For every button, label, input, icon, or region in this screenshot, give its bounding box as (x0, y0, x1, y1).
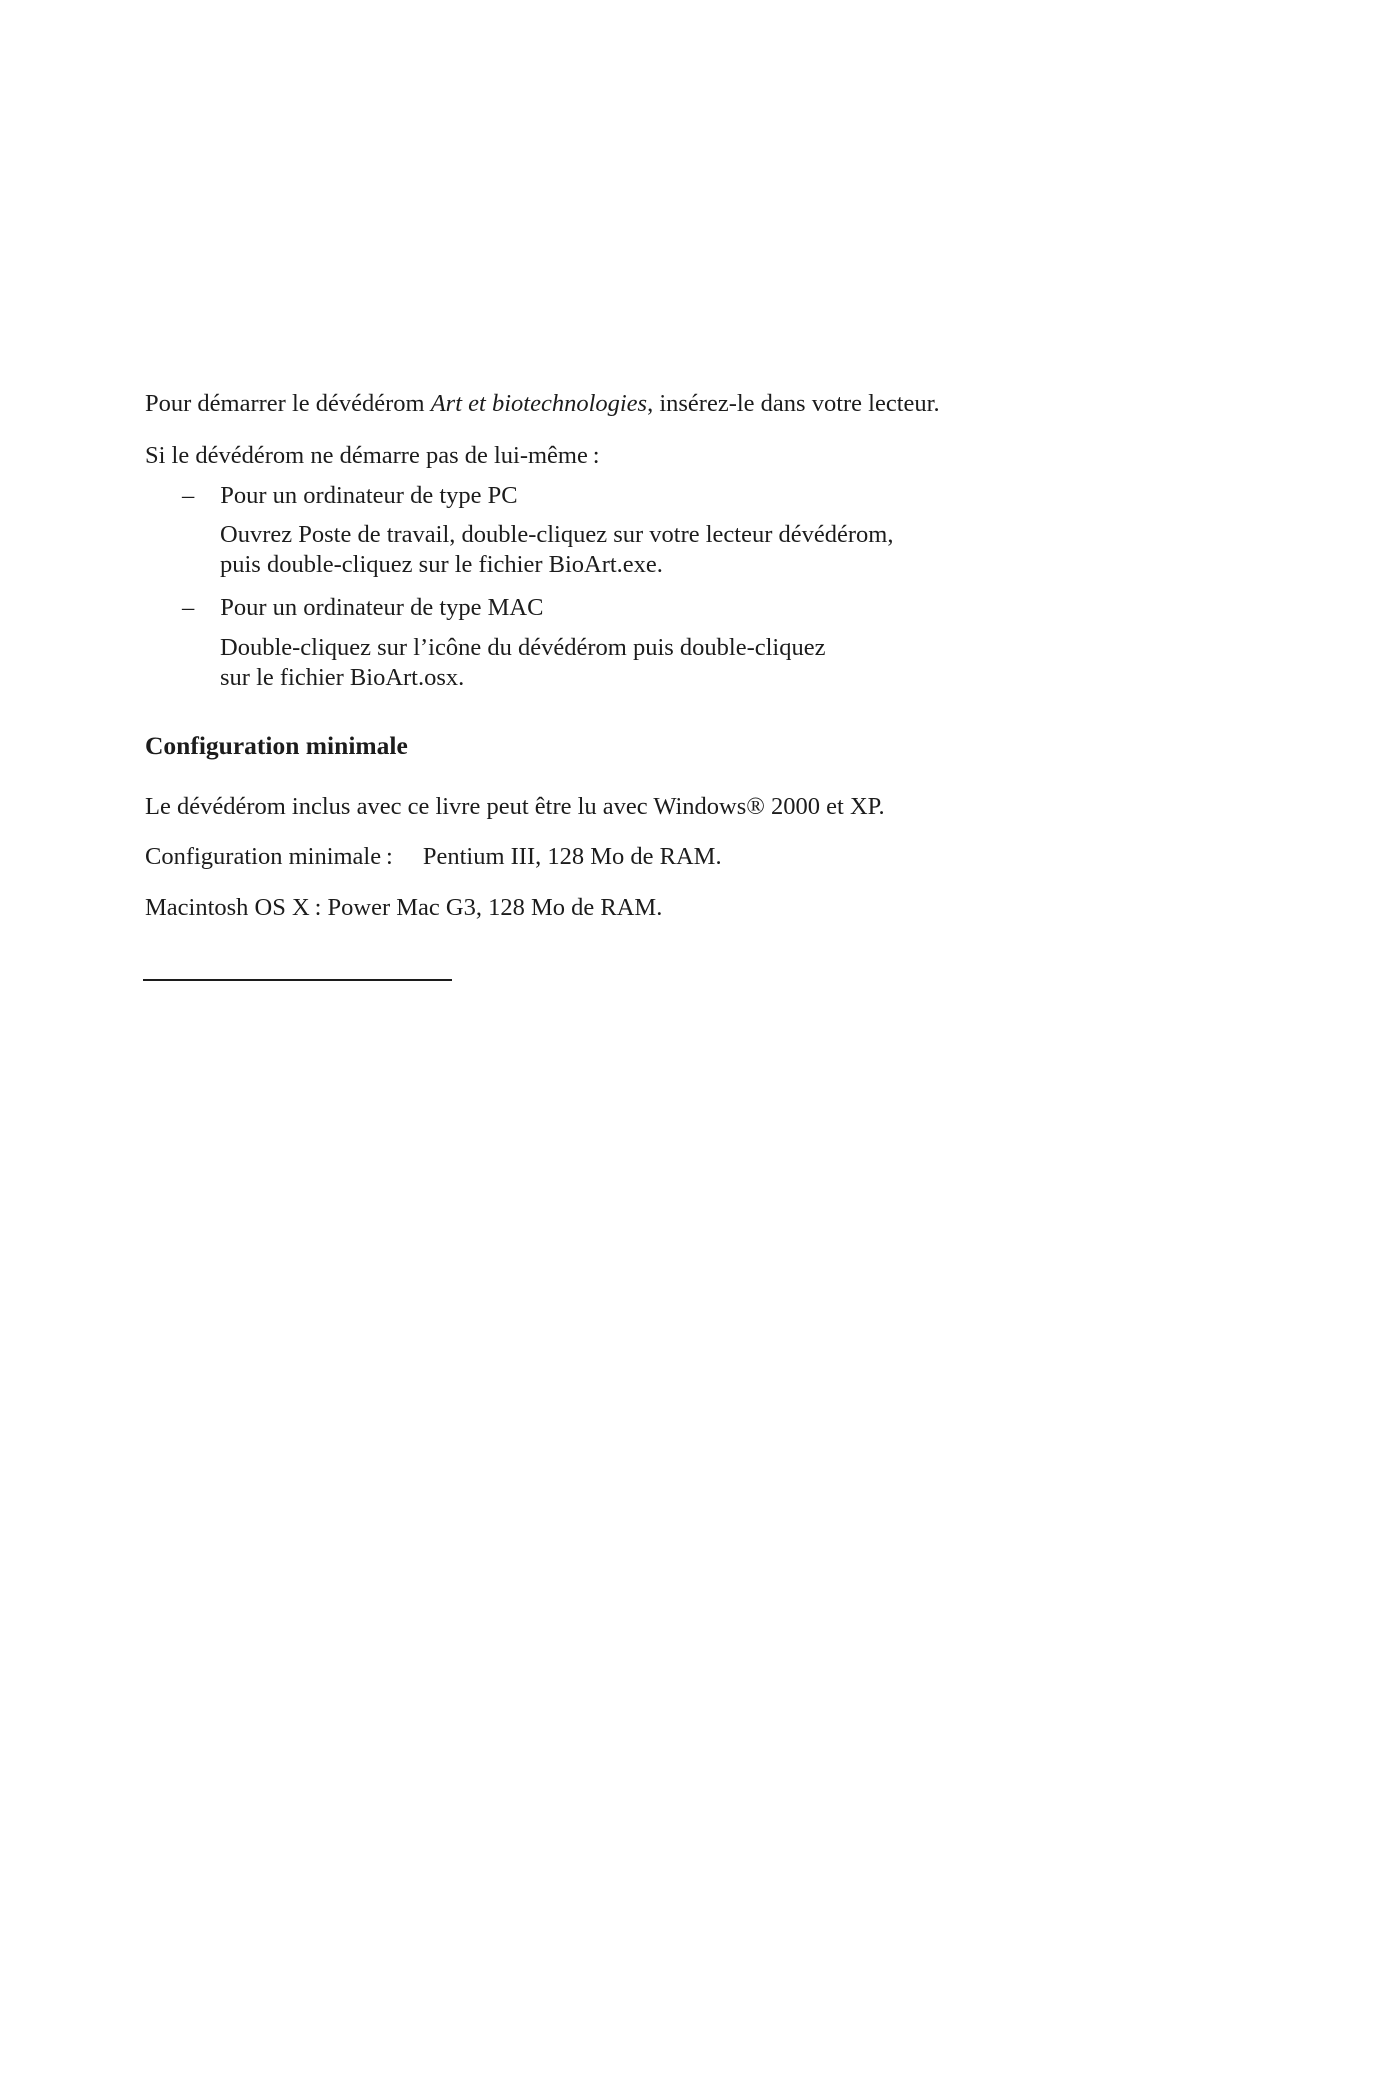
requirement-macintosh: Macintosh OS X : Power Mac G3, 128 Mo de RAM. (145, 894, 663, 921)
bullet-body-line: Ouvrez Poste de travail, double-cliquez sur votre lecteur dévédérom, (220, 521, 894, 548)
requirement-minimum-label: Configuration minimale : (145, 843, 393, 870)
bullet-body-line: sur le fichier BioArt.osx. (220, 664, 465, 691)
bullet-body-line: puis double-cliquez sur le fichier BioArt.exe. (220, 551, 663, 578)
condition-line: Si le dévédérom ne démarre pas de lui-même : (145, 442, 600, 469)
intro-text-after: , insérez-le dans votre lecteur. (647, 390, 940, 417)
bullet-item-pc (182, 484, 518, 509)
bullet-dash-marker: – (182, 594, 195, 621)
intro-paragraph (145, 392, 940, 417)
section-heading: Configuration minimale (145, 731, 408, 760)
bullet-body-line: Double-cliquez sur l’icône du dévédérom puis double-cliquez (220, 634, 826, 661)
bullet-title-mac: Pour un ordinateur de type MAC (220, 594, 544, 621)
footnote-rule (143, 979, 452, 981)
intro-text-before: Pour démarrer le dévédérom (145, 390, 431, 417)
requirement-minimum (145, 845, 722, 870)
bullet-dash-marker: – (182, 482, 195, 509)
bullet-title-pc: Pour un ordinateur de type PC (220, 482, 518, 509)
book-title-italic: Art et biotechnologies (430, 390, 648, 417)
requirement-minimum-value: Pentium III, 128 Mo de RAM. (422, 843, 722, 870)
bullet-item-mac (182, 596, 543, 621)
requirement-windows: Le dévédérom inclus avec ce livre peut être lu avec Windows® 2000 et XP. (145, 793, 885, 820)
